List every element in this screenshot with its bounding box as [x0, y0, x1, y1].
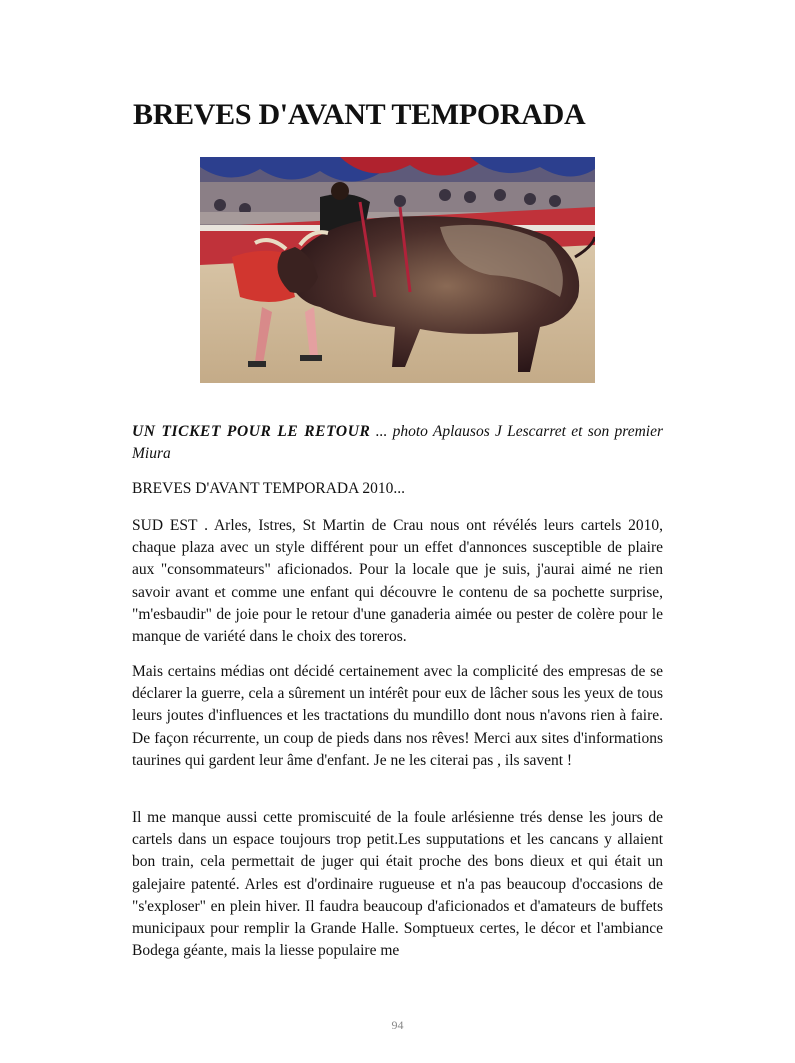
section-subheading: BREVES D'AVANT TEMPORADA 2010... [132, 480, 405, 497]
paragraph-3: Il me manque aussi cette promiscuité de la foule arlésienne trés dense les jours de cartels dans un espace toujours trop petit.Les supputations et les cancans y allaient bon train, cela permettait de juger qui était proche des bons dieux et qui était un galejaire patenté. Arles est d'ordinaire rugueuse et n'a pas beaucoup d'occasions de "s'exploser" en plein hiver. Il faudra beaucoup d'aficionados et d'amateurs de buffets municipaux pour remplir la Grande Halle. Somptueux certes, le décor et l'ambiance Bodega géante, mais la liesse populaire me [132, 809, 663, 960]
paragraph-2: Mais certains médias ont décidé certainement avec la complicité des empresas de se déclarer la guerre, cela a sûrement un intérêt pour eux de lâcher sous les yeux de tous leurs joutes d'influences et les tractations du mundillo dont nous n'avons rien à faire. De façon récurrente, un coup de pieds dans nos rêves! Merci aux sites d'informations taurines qui gardent leur âme d'enfant. Je ne les citerai pas , ils savent ! [132, 663, 663, 769]
page-number: 94 [391, 1018, 404, 1032]
photo-caption [132, 421, 663, 465]
bullfight-photo [200, 157, 595, 383]
paragraph-1: SUD EST . Arles, Istres, St Martin de Crau nous ont révélés leurs cartels 2010, chaque plaza avec un style différent pour un effet d'annonces susceptible de plaire aux "consommateurs" aficionados. Pour la locale que je suis, j'aurai aimé ne rien savoir avant et comme une enfant qui découvre le contenu de sa pochette surprise, "m'esbaudir" de joie pour le retour d'une ganaderia aimée ou pester de colère pour le manque de variété dans le choix des toreros. [132, 517, 663, 646]
page-title: BREVES D'AVANT TEMPORADA [133, 98, 586, 131]
caption-title: UN TICKET POUR LE RETOUR [132, 423, 371, 440]
caption-text: ... photo Aplausos J Lescarret et son premier Miura [132, 423, 663, 462]
